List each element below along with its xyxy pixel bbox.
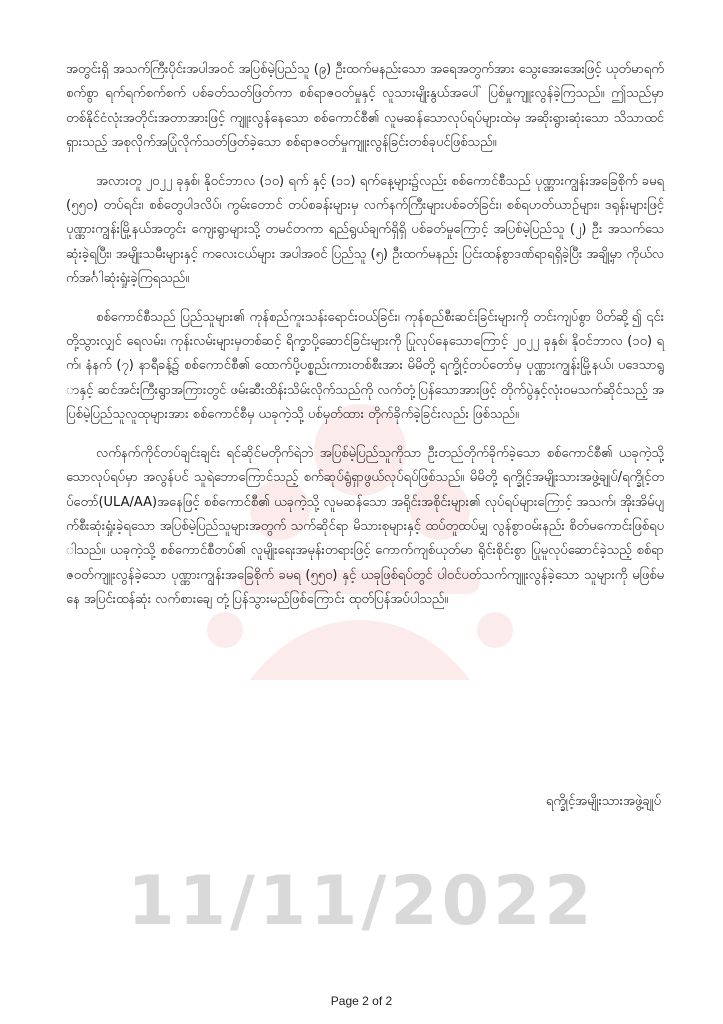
date-stamp: 11/11/2022 (127, 862, 596, 941)
paragraph-3: စစ်ကောင်စီသည် ပြည်သူများ၏ ကုန်စည်ကူးသန်းရောင်းဝယ်ခြင်း၊ ကုန်စည်စီးဆင်းခြင်းများကို တင်းကျပ်စွာ ပိတ်ဆို့၍ ၎င်းတို့သွားလျှင် ရေလမ်း၊ ကုန်းလမ်းများမှတစ်ဆင့် ရိက္ခာပို့ဆောင်ခြင်းများကို ပြုလုပ်နေသောကြောင့် ၂၀၂၂ ခုနှစ်၊ နိုဝင်ဘာလ (၁၀) ရက်၊ နံနက် (၇) နာရီခန့်၌ စစ်ကောင်စီ၏ ထောက်ပို့ပစ္စည်းကားတစ်စီးအား မိမိတို့ ရက္ခိုင့်တပ်တော်မှ ပုဏ္ဏားကျွန်းမြို့နယ်၊ ပဒေသာရွာနှင့် ဆင်အင်းကြီးရွာအကြားတွင် ဖမ်းဆီးထိန်းသိမ်းလိုက်သည်ကို လက်တုံ့ပြန်သောအားဖြင့် တိုက်ပွဲနှင့်လုံးဝမသက်ဆိုင်သည့် အပြစ်မဲ့ပြည်သူလူထုများအား စစ်ကောင်စီမှ ယခုကဲ့သို့ ပစ်မှတ်ထား တိုက်ခိုက်ခဲ့ခြင်းလည်း ဖြစ်သည်။ (66, 309, 664, 423)
letter-body (66, 58, 664, 627)
paragraph-4: လက်နက်ကိုင်တပ်ချင်းချင်း ရင်ဆိုင်မတိုက်ရဲဘဲ အပြစ်မဲ့ပြည်သူကိုသာ ဦးတည်တိုက်ခိုက်ခဲ့သော စစ်ကောင်စီ၏ ယခုကဲ့သို့သောလုပ်ရပ်မှာ အလွန်ပင် သူရဲဘောကြောင်သည့် စက်ဆုပ်ရွံရှာဖွယ်လုပ်ရပ်ဖြစ်သည်။ မိမိတို့ ရက္ခိုင့်အမျိုးသားအဖွဲ့ချုပ်/ရက္ခိုင့်တပ်တော်(ULA/AA)အနေဖြင့် စစ်ကောင်စီ၏ ယခုကဲ့သို့ လူမဆန်သော အရိုင်းအစိုင်းများ၏ လုပ်ရပ်များကြောင့် အသက်၊ အိုးအိမ်ပျက်စီးဆုံးရှုံးခဲ့ရသော အပြစ်မဲ့ပြည်သူများအတွက် သက်ဆိုင်ရာ မိသားစုများနှင့် ထပ်တူထပ်မျှ လွန်စွာဝမ်းနည်း စိတ်မကောင်းဖြစ်ရပါသည်။ ယခုကဲ့သို့ စစ်ကောင်စီတပ်၏ လူမျိုးရေးအမုန်းတရားဖြင့် ကောက်ကျစ်ယုတ်မာ ရိုင်းစိုင်းစွာ ပြုမူလုပ်ဆောင်ခဲ့သည့် စစ်ရာဇဝတ်ကျူးလွန်ခဲ့သော ပုဏ္ဏားကျွန်းအခြေစိုက် ခမရ (၅၅၀) နှင့် ယခုဖြစ်ရပ်တွင် ပါဝင်ပတ်သက်ကျူးလွန်ခဲ့သော သူများကို မဖြစ်မနေ အပြင်းထန်ဆုံး လက်စားချေ တုံ့ပြန်သွားမည်ဖြစ်ကြောင်း ထုတ်ပြန်အပ်ပါသည်။ (66, 445, 664, 608)
signature-organization: ရက္ခိုင့်အမျိုးသားအဖွဲ့ချုပ် (545, 794, 661, 809)
paragraph-2: အလားတူ ၂၀၂၂ ခုနှစ်၊ နိုဝင်ဘာလ (၁၀) ရက် နှင့် (၁၁) ရက်နေ့များ၌လည်း စစ်ကောင်စီသည် ပုဏ္ဏားကျွန်းအခြေစိုက် ခမရ (၅၅၀) တပ်ရင်း၊ စစ်တွေပါဒလိပ်၊ ကွမ်းတောင် တပ်စခန်းများမှ လက်နက်ကြီးများပစ်ခတ်ခြင်း၊ စစ်ရဟတ်ယာဉ်များ၊ ဒရုန်းများဖြင့် ပုဏ္ဏားကျွန်းမြို့နယ်အတွင်း ကျေးရွာများသို့ တမင်တကာ ရည်ရွယ်ချက်ရှိရှိ ပစ်ခတ်မှုကြောင့် အပြစ်မဲ့ပြည်သူ (၂) ဦး အသက်သေဆုံးခဲ့ရပြီး၊ အမျိုးသမီးများနှင့် ကလေးငယ်များ အပါအဝင် ပြည်သူ (၅) ဦးထက်မနည်း ပြင်းထန်စွာဒဏ်ရာရရှိခဲ့ပြီး အချို့မှာ ကိုယ်လက်အင်္ဂါဆုံးရှုံးခဲ့ကြရသည်။ (66, 173, 664, 287)
page-number: Page 2 of 2 (330, 994, 393, 1008)
paragraph-1: အတွင်းရှိ အသက်ကြီးပိုင်းအပါအဝင် အပြစ်မဲ့ပြည်သူ (၉) ဦးထက်မနည်းသော အရေအတွက်အား သွေးအေးအေးဖြင့် ယုတ်မာရက်စက်စွာ ရက်ရက်စက်စက် ပစ်ခတ်သတ်ဖြတ်ကာ စစ်ရာဇဝတ်မှုနှင့် လူသားမျိုးနွယ်အပေါ် ပြစ်မှုကျူးလွန်ခဲ့ကြသည်။ ဤသည်မှာ တစ်နိုင်ငံလုံးအတိုင်းအတာအားဖြင့် ကျူးလွန်နေသော စစ်ကောင်စီ၏ လူမဆန်သောလုပ်ရပ်များထဲမှ အဆိုးရွားဆုံးသော သိသာထင်ရှားသည့် အစုလိုက်အပြုံလိုက်သတ်ဖြတ်ခဲ့သော စစ်ရာဇဝတ်မှုကျူးလွန်ခြင်းတစ်ခုပင်ဖြစ်သည်။ (66, 62, 664, 151)
